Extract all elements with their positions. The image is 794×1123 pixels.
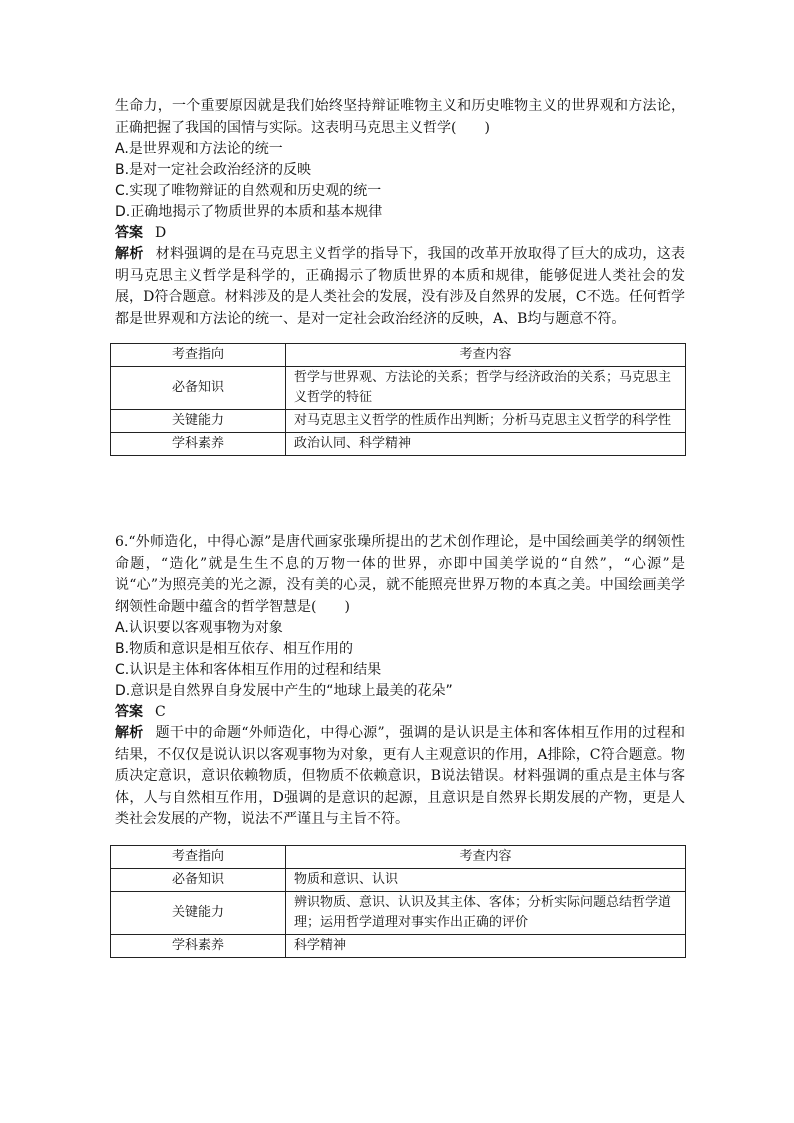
table-header-cell: 考查指向 bbox=[111, 344, 286, 367]
table-cell: 必备知识 bbox=[111, 868, 286, 891]
document-page bbox=[115, 96, 685, 958]
analysis-label: 解析 bbox=[115, 246, 144, 262]
table-cell: 对马克思主义哲学的性质作出判断；分析马克思主义哲学的科学性 bbox=[286, 410, 686, 433]
table-cell: 科学精神 bbox=[286, 934, 686, 957]
table-header-row bbox=[111, 845, 686, 868]
table-header-cell: 考查内容 bbox=[286, 845, 686, 868]
table-cell: 学科素养 bbox=[111, 433, 286, 456]
analysis-text: 材料强调的是在马克思主义哲学的指导下，我国的改革开放取得了巨大的成功，这表明马克思主义哲学是科学的，正确揭示了物质世界的本质和规律，能够促进人类社会的发展，D符合题意。材料涉及的是人类社会的发展，没有涉及自然界的发展，C不选。任何哲学都是世界观和方法论的统一、是对一定社会政治经济的反映，A、B均与题意不符。 bbox=[115, 246, 686, 327]
table-row bbox=[111, 367, 686, 410]
answer-value: D bbox=[155, 225, 167, 241]
table-row bbox=[111, 891, 686, 934]
question-6-option-b: B.物质和意识是相互依存、相互作用的 bbox=[115, 641, 354, 657]
question-1 bbox=[115, 96, 685, 456]
question-1-answer bbox=[115, 223, 685, 244]
answer-value: C bbox=[155, 704, 166, 720]
question-1-option-c: C.实现了唯物辩证的自然观和历史观的统一 bbox=[115, 183, 382, 199]
question-1-stem: 生命力，一个重要原因就是我们始终坚持辩证唯物主义和历史唯物主义的世界观和方法论，正确把握了我国的国情与实际。这表明马克思主义哲学( ) bbox=[115, 98, 685, 136]
question-6-option-d: D.意识是自然界自身发展中产生的“地球上最美的花朵” bbox=[115, 683, 453, 699]
question-1-option-a: A.是世界观和方法论的统一 bbox=[115, 141, 283, 157]
table-header-row bbox=[111, 344, 686, 367]
question-1-analysis bbox=[115, 244, 685, 330]
question-6-option-a: A.认识要以客观事物为对象 bbox=[115, 620, 283, 636]
table-cell: 政治认同、科学精神 bbox=[286, 433, 686, 456]
table-row bbox=[111, 433, 686, 456]
question-1-option-d: D.正确地揭示了物质世界的本质和基本规律 bbox=[115, 204, 383, 220]
question-6 bbox=[115, 532, 685, 958]
table-cell: 关键能力 bbox=[111, 891, 286, 934]
table-row bbox=[111, 934, 686, 957]
question-6-stem: 6.“外师造化，中得心源”是唐代画家张璪所提出的艺术创作理论，是中国绘画美学的纲领性命题，“造化”就是生生不息的万物一体的世界，亦即中国美学说的“自然”，“心源”是说“心”为照亮美的光之源，没有美的心灵，就不能照亮世界万物的本真之美。中国绘画美学纲领性命题中蕴含的哲学智慧是( ) bbox=[115, 534, 685, 615]
table-cell: 必备知识 bbox=[111, 367, 286, 410]
analysis-label: 解析 bbox=[115, 725, 144, 741]
analysis-text: 题干中的命题“外师造化，中得心源”，强调的是认识是主体和客体相互作用的过程和结果，不仅仅是说认识以客观事物为对象，更有人主观意识的作用，A排除，C符合题意。物质决定意识，意识依赖物质，但物质不依赖意识，B说法错误。材料强调的重点是主体与客体，人与自然相互作用，D强调的是意识的起源，且意识是自然界长期发展的产物，更是人类社会发展的产物，说法不严谨且与主旨不符。 bbox=[115, 725, 686, 827]
question-6-assessment-table bbox=[110, 845, 686, 958]
answer-label: 答案 bbox=[115, 704, 143, 720]
table-row bbox=[111, 868, 686, 891]
answer-label: 答案 bbox=[115, 225, 143, 241]
table-cell: 学科素养 bbox=[111, 934, 286, 957]
question-6-analysis bbox=[115, 723, 685, 831]
table-cell: 关键能力 bbox=[111, 410, 286, 433]
table-row bbox=[111, 410, 686, 433]
table-header-cell: 考查内容 bbox=[286, 344, 686, 367]
question-6-answer bbox=[115, 702, 685, 723]
table-header-cell: 考查指向 bbox=[111, 845, 286, 868]
table-cell: 物质和意识、认识 bbox=[286, 868, 686, 891]
table-cell: 辨识物质、意识、认识及其主体、客体；分析实际问题总结哲学道理；运用哲学道理对事实作出正确的评价 bbox=[286, 891, 686, 934]
table-cell: 哲学与世界观、方法论的关系；哲学与经济政治的关系；马克思主义哲学的特征 bbox=[286, 367, 686, 410]
question-6-option-c: C.认识是主体和客体相互作用的过程和结果 bbox=[115, 662, 382, 678]
question-1-option-b: B.是对一定社会政治经济的反映 bbox=[115, 162, 312, 178]
question-1-assessment-table bbox=[110, 343, 686, 456]
